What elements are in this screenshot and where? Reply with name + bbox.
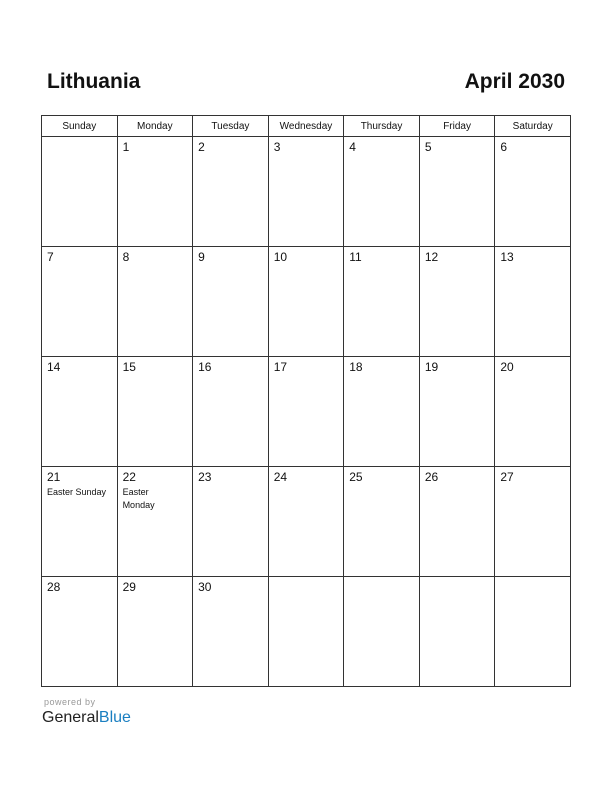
weekday-header-row <box>42 116 571 137</box>
day-cell <box>117 247 193 357</box>
day-cell <box>117 137 193 247</box>
day-cell <box>344 357 420 467</box>
day-number: 2 <box>198 140 205 154</box>
day-cell <box>419 137 495 247</box>
day-number: 29 <box>122 580 136 594</box>
generalblue-logo <box>42 709 131 727</box>
day-number: 6 <box>500 140 508 154</box>
week-row <box>42 357 571 467</box>
day-cell <box>193 137 269 247</box>
day-number: 8 <box>122 250 130 264</box>
day-cell <box>268 247 344 357</box>
day-number: 11 <box>349 250 362 264</box>
day-cell <box>419 467 495 577</box>
weekday-header: Tuesday <box>193 116 269 137</box>
powered-by-label: powered by <box>44 697 96 707</box>
day-number: 16 <box>198 360 212 374</box>
day-number: 30 <box>198 580 212 594</box>
day-number: 22 <box>122 470 136 484</box>
day-number: 12 <box>424 250 439 264</box>
day-cell <box>495 357 571 467</box>
day-cell <box>193 467 269 577</box>
day-cell <box>117 467 193 577</box>
day-cell <box>42 137 118 247</box>
day-cell <box>344 467 420 577</box>
calendar-grid <box>41 115 571 687</box>
day-cell <box>42 467 118 577</box>
weekday-header: Wednesday <box>268 116 344 137</box>
month-year-title: April 2030 <box>464 70 565 93</box>
day-number <box>495 577 570 580</box>
holiday-label: Easter Monday <box>122 487 155 510</box>
day-cell <box>268 137 344 247</box>
day-cell <box>344 137 420 247</box>
weekday-header: Sunday <box>42 116 118 137</box>
country-title: Lithuania <box>47 70 141 93</box>
day-number <box>420 577 495 580</box>
day-number <box>42 137 117 140</box>
day-number: 14 <box>47 360 61 374</box>
day-cell <box>495 137 571 247</box>
day-cell <box>495 467 571 577</box>
day-number: 15 <box>122 360 136 374</box>
day-number: 27 <box>500 470 514 484</box>
day-number: 25 <box>349 470 363 484</box>
day-cell <box>193 357 269 467</box>
day-cell <box>419 577 495 687</box>
week-row <box>42 577 571 687</box>
logo-general-text: General <box>42 709 99 726</box>
day-number: 9 <box>198 250 205 264</box>
day-cell <box>117 357 193 467</box>
day-number: 20 <box>500 360 514 374</box>
day-cell <box>344 577 420 687</box>
day-cell <box>268 577 344 687</box>
day-cell <box>495 247 571 357</box>
day-number: 26 <box>424 470 439 484</box>
day-cell <box>419 357 495 467</box>
day-number: 3 <box>273 140 281 154</box>
day-cell <box>495 577 571 687</box>
weekday-header: Thursday <box>344 116 420 137</box>
day-cell <box>268 467 344 577</box>
day-number: 13 <box>500 250 514 264</box>
day-cell <box>42 357 118 467</box>
day-number: 18 <box>349 360 363 374</box>
week-row <box>42 247 571 357</box>
weekday-header: Monday <box>117 116 193 137</box>
weekday-header: Friday <box>419 116 495 137</box>
day-number: 19 <box>424 360 439 374</box>
holiday-label: Easter Sunday <box>47 487 107 497</box>
day-number <box>344 577 419 580</box>
day-number <box>269 577 344 580</box>
day-number: 7 <box>47 250 54 264</box>
day-number: 21 <box>47 470 61 484</box>
day-number: 5 <box>424 140 432 154</box>
day-number: 10 <box>273 250 288 264</box>
day-number: 24 <box>273 470 288 484</box>
day-number: 1 <box>122 140 130 154</box>
day-cell <box>193 577 269 687</box>
logo-blue-text: Blue <box>98 709 131 726</box>
week-row <box>42 467 571 577</box>
day-cell <box>419 247 495 357</box>
day-cell <box>42 577 118 687</box>
day-cell <box>268 357 344 467</box>
day-cell <box>42 247 118 357</box>
day-number: 17 <box>273 360 288 374</box>
day-cell <box>117 577 193 687</box>
week-row <box>42 137 571 247</box>
day-cell <box>193 247 269 357</box>
day-number: 28 <box>47 580 61 594</box>
weekday-header: Saturday <box>495 116 571 137</box>
day-cell <box>344 247 420 357</box>
day-number: 4 <box>349 140 356 154</box>
day-number: 23 <box>198 470 212 484</box>
